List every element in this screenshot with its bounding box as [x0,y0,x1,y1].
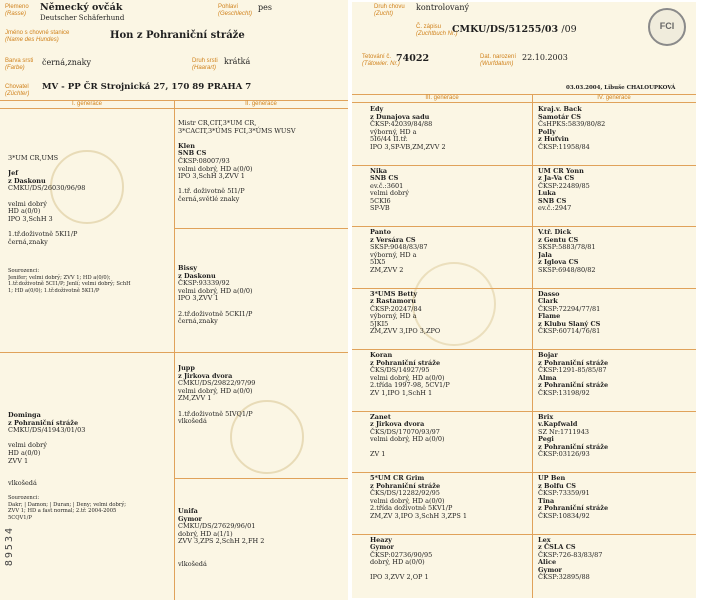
pedigree-line: 2.třída doživotně 5KV1/P [370,504,453,513]
pedigree-line: z Dunajova sadu [370,112,430,121]
pedigree-line: 1.tř.doživotně 5IVQ1/P [178,409,253,418]
ancestor-gen4 [538,537,694,583]
pedigree-line: ČKSP:11958/84 [538,142,590,151]
serial-number: 89534 [4,526,15,567]
pedigree-line: velmi dobrý, HD a(0/0) [178,386,253,395]
pedigree-line: Tina [538,496,555,505]
pedigree-line: Dominga [8,412,41,419]
pedigree-line: z Daskonu [8,176,46,185]
pedigree-line: ČKSP:1291-85/85/87 [538,366,607,375]
pedigree-line: Nika [370,167,388,175]
pedigree-line: CMKU/DS/41943/01/03 [8,426,86,435]
pedigree-line: z Jirkova dvora [370,420,425,429]
pedigree-line: Alma [538,373,557,382]
pedigree-line: IPO 3,SP-VB,ZM,ZVV 2 [370,142,446,151]
pedigree-line: IPO 3,ZVV 1 [178,294,219,303]
pedigree-line: CMKU/DS/26030/96/98 [8,184,86,193]
pedigree-line: velmi dobrý, HD a(0/0) [370,373,445,382]
dam-siblings [8,495,172,521]
pedigree-line: CMKU/DS/29822/97/99 [178,379,256,388]
pedigree-line: černá,světlé znaky [178,194,240,203]
pedigree-line: z Pohraniční stráže [538,358,609,367]
pedigree-line: Sourozenci: [8,268,40,274]
pedigree-line: vlkošedá [8,479,37,488]
pedigree-line: 1; HD a(0/0); 1.tř.doživotně 5KI1/P [8,287,100,294]
pedigree-line: 5IX5 [370,258,386,267]
pedigree-line: velmi dobrý, HD a(0/0) [370,496,445,505]
pedigree-line: Edy [370,106,384,113]
pedigree-line: ZM,ZVV 1 [178,394,212,403]
pedigree-line: Koran [370,352,393,359]
breed-label: Plemeno (Rasse) [5,4,29,17]
grandsire-paternal [178,120,346,204]
pedigree-line: 5I6/44 II.tř. [370,135,408,144]
pedigree-line: ČKSP:93339/92 [178,279,230,288]
pedigree-line: z Pohraniční stráže [8,418,79,427]
pedigree-line: ÚM ČR Yonn [538,167,584,175]
ancestor-gen4 [538,106,694,152]
pedigree-line: z Rastamoru [370,297,416,306]
pedigree-line: z Pohraniční stráže [538,442,609,451]
pedigree-line: z Daskonu [178,271,216,280]
pedigree-line: z Jirkova dvora [178,371,233,380]
pedigree-line: Clark [538,297,558,306]
pedigree-line: ČKSP:20247/84 [370,304,422,313]
pedigree-line: Panto [370,229,391,236]
pedigree-line: SNB CS [538,196,567,205]
generation-4-header: IV. generace [597,95,631,101]
pedigree-line: velmi dobrý, HD a(0/0) [370,435,445,444]
birth-date-value: 22.10.2003 [522,53,568,62]
sex-value: pes [258,3,272,12]
pedigree-line: ČKSP:13198/92 [538,388,590,397]
pedigree-line: v.Kapfwald [538,420,578,429]
pedigree-page-right [352,2,696,598]
pedigree-line: z Pohraniční stráže [370,481,441,490]
pedigree-line: SKSP:9048/83/87 [370,243,428,252]
pedigree-line: z Ja-Va CS [538,174,575,183]
pedigree-line: ČKSP:73359/91 [538,489,590,498]
pedigree-line: ZV 1 [370,450,386,459]
pedigree-line: černá,znaky [178,317,218,326]
ancestor-gen4 [538,229,694,275]
ancestor-gen3 [370,291,530,337]
pedigree-line [370,444,530,452]
pedigree-line: ZV 1,IPO 1,SchH 1 [370,388,433,397]
generation-2-header: II. generace [245,101,277,107]
pedigree-line: Jenifer; velmi dobrý; ZVV 1; HD a(0/0); [8,274,111,281]
pedigree-line: ČsHPKS:5839/80/82 [538,120,606,129]
pedigree-line: Žanet [370,413,391,421]
pedigree-line: 5CKI6 [370,196,391,205]
grandsire-maternal [178,365,346,426]
tattoo-label: Tetování č. (Tätowier. Nr.) [362,54,400,67]
coat-label: Druh srsti (Haarart) [192,58,218,71]
pedigree-line: Lex [538,536,551,544]
ancestor-gen4 [538,475,694,521]
registration-stamp: 03.03.2004, Libuše CHALOUPKOVÁ [566,85,676,91]
pedigree-line: z Bolfu CS [538,481,576,490]
pedigree-line: 5JKI5 [370,319,389,328]
pedigree-line: 3*CACIT,3*ÚMS FCI,3*ÚMS WUSV [178,126,296,135]
pedigree-line: výborný, HD a [370,127,417,136]
pedigree-line: 1.tř.doživotně 5KI1/P [8,229,78,238]
pedigree-line: Jupp [178,365,195,372]
pedigree-line: 2.tř.doživotně 5CKI1/P [178,309,253,318]
pedigree-line: ČKSP:10834/92 [538,511,590,520]
pedigree-line: Samotár CS [538,112,581,121]
pedigree-line: ČKSP:22489/85 [538,181,590,190]
pedigree-line: velmi dobrý [370,189,409,198]
pedigree-line: Alice [538,558,557,567]
pedigree-line: ČKSP:42039/84/88 [370,120,433,129]
pedigree-page-left [0,0,348,600]
pedigree-line: vlkošedá [178,417,207,426]
color-label: Barva srsti (Farbe) [5,58,34,71]
ancestor-gen3 [370,352,530,398]
pedigree-line: Bojar [538,352,558,359]
generation-3-header: III. generace [425,95,459,101]
pedigree-line: SKSP:5883/78/81 [538,243,596,252]
ancestor-gen3 [370,168,530,214]
pedigree-line: vlkošedá [178,560,207,569]
pedigree-line: Flame [538,312,561,321]
pedigree-line: Brix [538,413,554,421]
pedigree-line: Dasso [538,290,560,298]
ancestor-gen4 [538,414,694,460]
ancestor-gen3 [370,414,530,460]
ancestor-gen4 [538,168,694,214]
pedigree-line: 1.tř.doživotně 5CI1/P; Jenlí; velmi dobrý; SchH [8,281,131,288]
pedigree-line: SNB CS [370,174,399,183]
pedigree-line: IPO 3,SchH 3 [8,214,53,223]
pedigree-line: ZVV 1; HD a fast normal; 2.tř. 2004-2005 [8,508,117,515]
parent-dam [8,412,172,488]
pedigree-line: 3*ÚMS Betty [370,290,418,298]
pedigree-line: ČKSP:08007/93 [178,156,230,165]
pedigree-line: z Pohraniční stráže [538,381,609,390]
pedigree-line: z Iglova CS [538,258,579,267]
pedigree-line: Gymor [178,514,202,523]
granddam-maternal [178,508,346,569]
dog-name: Hon z Pohraniční stráže [110,30,245,41]
pedigree-line [8,163,172,171]
pedigree-line: ZM,ZVV 3,IPO 3,ZPO [370,327,441,336]
pedigree-line [178,546,346,554]
pedigree-line: dobrý, HD a(0/0) [370,558,425,567]
pedigree-line: 1.tř. doživotně 5I1/P [178,187,245,196]
pedigree-line: z Klubu Slaný CS [538,319,601,328]
ancestor-gen3 [370,537,530,583]
pedigree-line: z Pohraniční stráže [538,504,609,513]
pedigree-line: 5*ÚM ČR Grim [370,475,425,482]
coat-value: krátká [224,57,251,66]
sire-siblings [8,268,172,294]
pedigree-line: Jala [538,250,552,259]
pedigree-line: 5CQV1/P [8,514,32,521]
pedigree-line: výborný, HD a [370,250,417,259]
birth-date-label: Dat. narození (Wurfdatum) [480,54,517,67]
pedigree-line: ČKSP:02736/90/95 [370,550,433,559]
pedigree-line: Unifa [178,508,198,515]
pedigree-line: Klen [178,141,195,150]
pedigree-line: SNB CS [178,149,207,158]
pedigree-line: Jef [8,169,19,178]
pedigree-line: z Pohraniční stráže [370,358,441,367]
registration-label: Č. zápisu (Zuchtbuch Nr.) [416,24,458,37]
fci-logo: FCI [648,8,686,46]
pedigree-line: IPO 3,ZVV 2,OP 1 [370,573,429,582]
pedigree-line: ZM,ZV 3,IPO 3,SchH 3,ZPS 1 [370,511,468,520]
pedigree-line: Mistr ČR,CIT,3*ÚM ČR, [178,120,257,127]
pedigree-line: Gymor [538,565,562,574]
pedigree-line: Polly [538,127,556,136]
breeding-type-value: kontrolovaný [416,3,470,12]
pedigree-line [178,135,346,143]
pedigree-line: ČKSP:32895/88 [538,573,590,582]
pedigree-line: Heazy [370,536,392,544]
pedigree-line: velmi dobrý, HD a(0/0) [178,286,253,295]
color-value: černá,znaky [42,58,92,67]
pedigree-line: HD a(0/0) [8,448,41,457]
pedigree-line: Luka [538,189,557,198]
pedigree-line: ČKS/DS/12282/92/95 [370,489,440,498]
pedigree-line: ZVV 1 [8,456,29,465]
pedigree-line: z Gentu CS [538,235,579,244]
ancestor-gen3 [370,229,530,275]
pedigree-line [8,465,172,473]
sex-label: Pohlaví (Geschlecht) [218,4,253,17]
pedigree-line: ČKS/DS/14927/95 [370,366,430,375]
pedigree-line: z Huťvin [538,135,569,144]
granddam-paternal [178,265,346,326]
ancestor-gen3 [370,106,530,152]
ancestor-gen3 [370,475,530,521]
pedigree-line: Dakr; | Damon; | Duran; | Deny; velmi dobrý; [8,501,127,508]
pedigree-line: dobrý, HD a(1/1) [178,529,233,538]
pedigree-line: ZM,ZVV 2 [370,265,404,274]
pedigree-line: výborný, HD a [370,312,417,321]
pedigree-line: CMKU/DS/27629/96/01 [178,522,256,531]
pedigree-line: velmi dobrý, HD a(0/0) [178,164,253,173]
pedigree-line: ev.č.:2947 [538,204,572,213]
pedigree-line: Sourozenci: [8,495,40,501]
parent-sire [8,155,172,246]
pedigree-line: Bissy [178,265,198,272]
pedigree-line: V.tř. Dick [538,229,572,236]
breeder-value: MV - PP ČR Strojnická 27, 170 89 PRAHA 7 [42,82,252,92]
breeding-type-label: Druh chovu (Zucht) [374,4,405,17]
pedigree-line: velmi dobrý [8,441,47,450]
pedigree-line: ČKSP:72294/77/81 [538,304,601,313]
pedigree-line: ČKSP:60714/76/81 [538,327,601,336]
pedigree-line: ČKSP:03126/93 [538,450,590,459]
pedigree-line: Pegi [538,435,554,444]
generation-1-header: I. generace [71,101,103,107]
pedigree-line: SZ Nr:1711943 [538,427,589,436]
pedigree-line: ZVV 3,ZPS 2,SchH 2,FH 2 [178,537,265,546]
pedigree-line: SP-VB [370,204,390,213]
registration-number: CMKU/DS/51255/03 /09 [452,24,577,35]
pedigree-line: z Versára CS [370,235,416,244]
pedigree-line: 2.třída 1997-98, 5CV1/P [370,381,450,390]
pedigree-line: Gymor [370,543,394,552]
pedigree-line: ÚP Ben [538,475,566,482]
pedigree-line: ČKS/DS/17070/93/97 [370,427,440,436]
pedigree-line: HD a(0/0) [8,207,41,216]
ancestor-gen4 [538,352,694,398]
tattoo-number: 74022 [396,53,430,64]
pedigree-line: Kraj.v. Back [538,106,582,113]
pedigree-line: ev.č.:3601 [370,181,404,190]
pedigree-line: IPO 3,SchH 3,ZVV 1 [178,172,245,181]
ancestor-gen4 [538,291,694,337]
name-label: Jméno s chovné stanice (Name des Hundes) [5,30,70,43]
breed-value: Německý ovčák [40,2,123,13]
pedigree-line: ČKSP:726-83/83/87 [538,550,603,559]
pedigree-line: černá,znaky [8,237,48,246]
breed-subvalue: Deutscher Schäferhund [40,14,125,22]
pedigree-line: 3*ÚM ČR,ÚMS [8,155,59,162]
pedigree-line: z ČSLA CS [538,543,576,552]
pedigree-line: velmi dobrý [8,199,47,208]
pedigree-line: SKSP:6948/80/82 [538,265,596,274]
breeder-label: Chovatel (Züchter) [5,84,30,97]
